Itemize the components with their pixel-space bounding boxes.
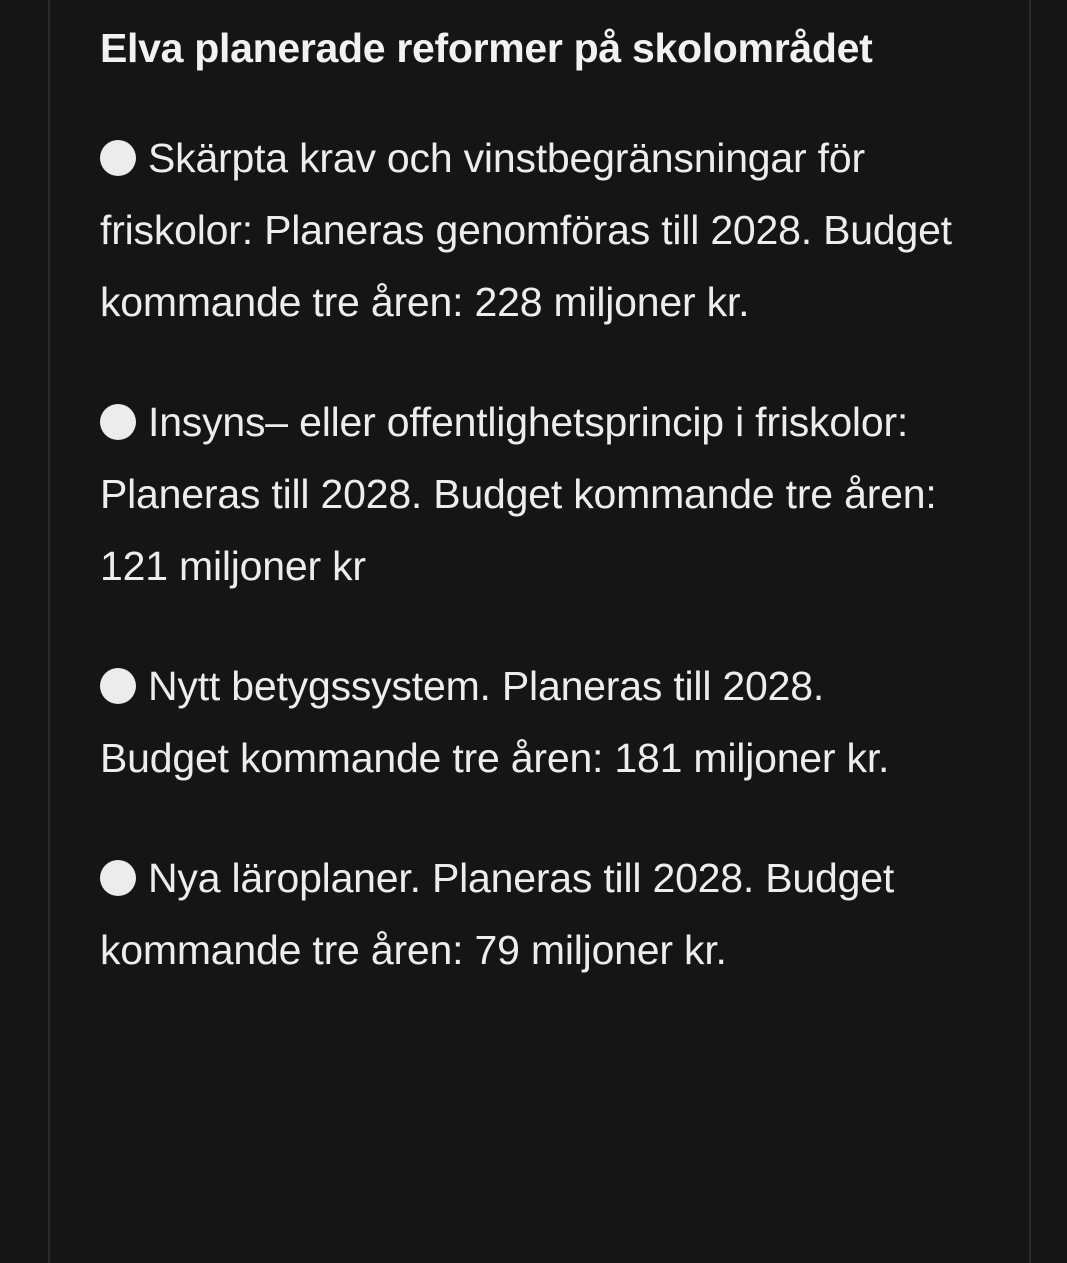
bullet-dot-icon: [100, 140, 136, 176]
bullet-dot-icon: [100, 668, 136, 704]
reform-list: [100, 122, 960, 986]
bullet-dot-icon: [100, 860, 136, 896]
bullet-dot-icon: [100, 404, 136, 440]
reform-item: [100, 842, 960, 986]
reform-item-text: Insyns– eller offentlighetsprincip i friskolor: Planeras till 2028. Budget kommande tre åren: 121 miljoner kr: [100, 399, 937, 589]
content-border-right: [1029, 0, 1031, 1263]
fact-box: [100, 22, 960, 986]
reform-item-text: Skärpta krav och vinstbegränsningar för friskolor: Planeras genomföras till 2028. Budget kommande tre åren: 228 miljoner kr.: [100, 135, 952, 325]
reform-item: [100, 650, 960, 794]
reform-item-text: Nytt betygssystem. Planeras till 2028. Budget kommande tre åren: 181 miljoner kr.: [100, 663, 890, 781]
content-border-left: [48, 0, 50, 1263]
reform-item-text: Nya läroplaner. Planeras till 2028. Budget kommande tre åren: 79 miljoner kr.: [100, 855, 895, 973]
fact-box-heading: Elva planerade reformer på skolområdet: [100, 25, 873, 71]
reform-item: [100, 122, 960, 338]
reform-item: [100, 386, 960, 602]
